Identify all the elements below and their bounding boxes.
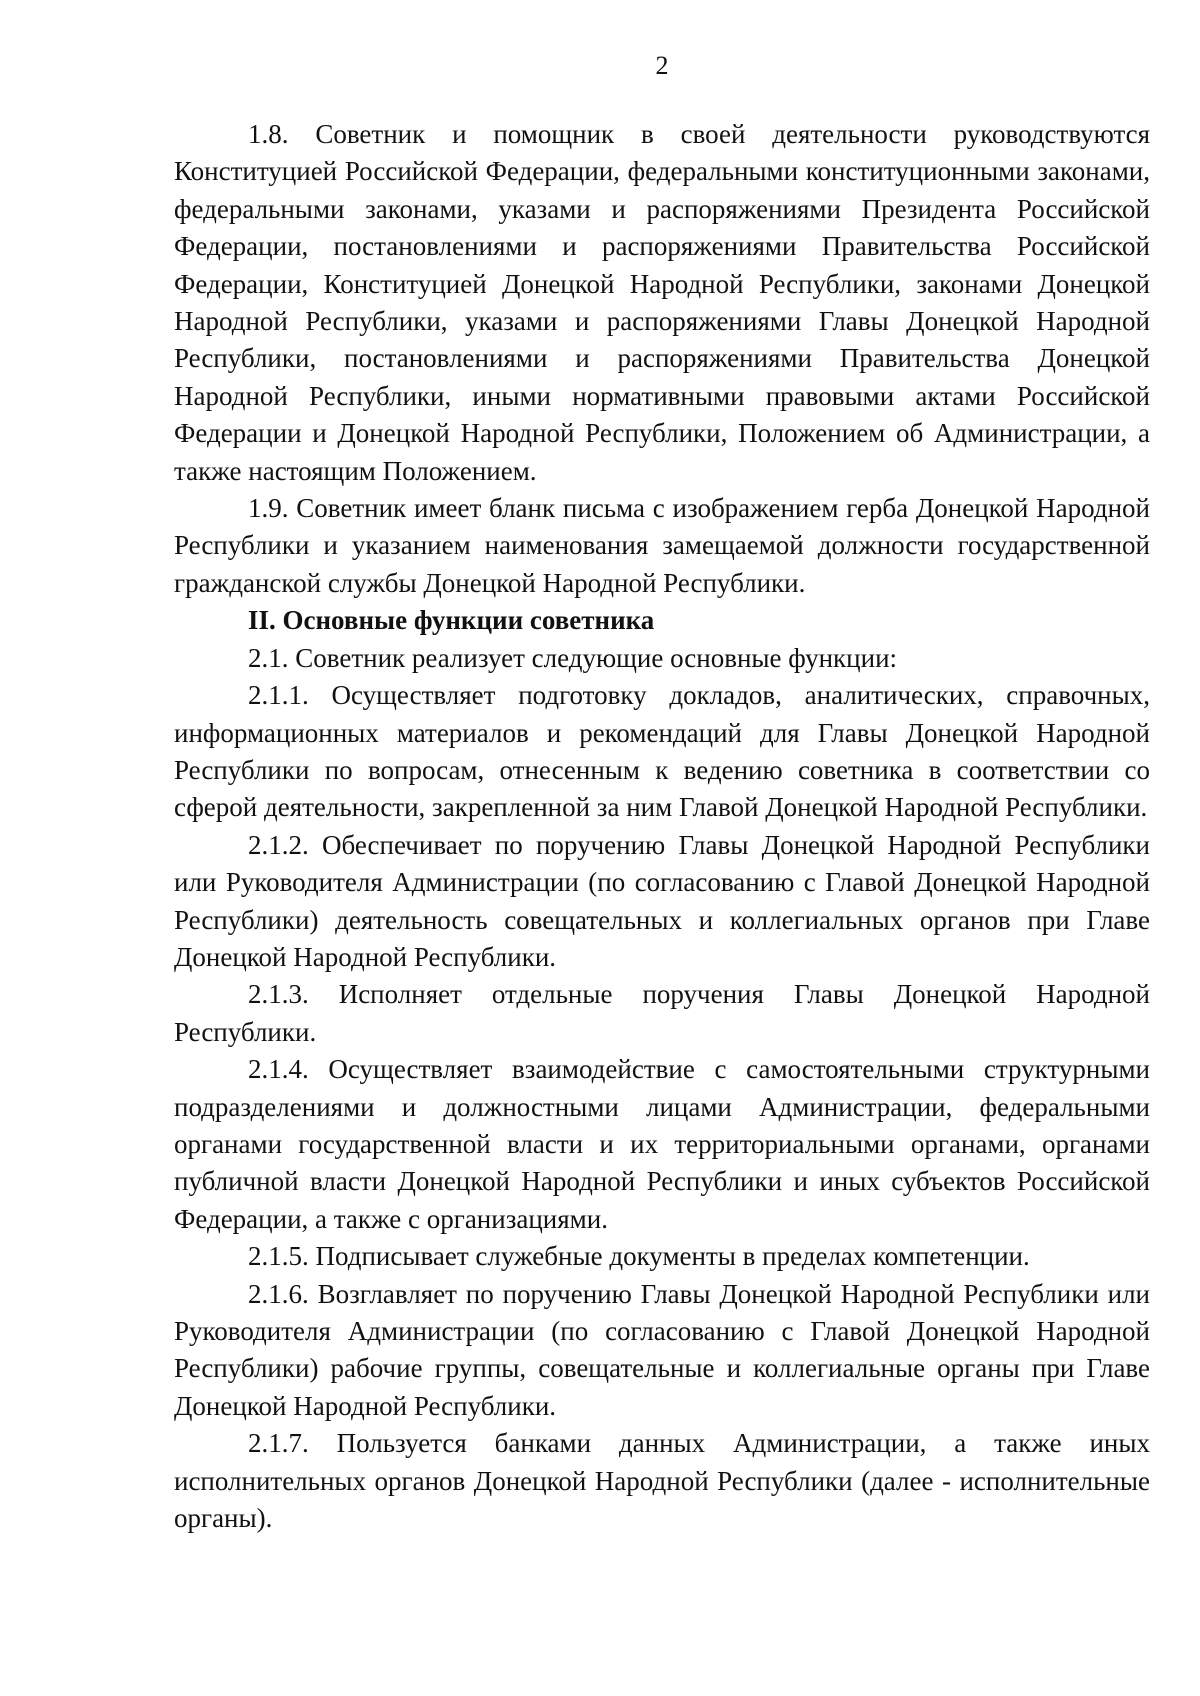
paragraph-2-1-7: 2.1.7. Пользуется банками данных Администрации, а также иных исполнительных органов Донецкой Народной Республики (далее - исполнительные органы). [174, 1428, 1150, 1534]
paragraph-2-1-1: 2.1.1. Осуществляет подготовку докладов, аналитических, справочных, информационных материалов и рекомендаций для Главы Донецкой Народной Республики по вопросам, отнесенным к ведению советника в соответствии со сферой деятельности, закрепленной за ним Главой Донецкой Народной Республики. [174, 680, 1150, 823]
paragraph-2-1: 2.1. Советник реализует следующие основные функции: [248, 642, 898, 673]
document-body [174, 116, 1150, 1537]
paragraph-2-1-5: 2.1.5. Подписывает служебные документы в пределах компетенции. [248, 1241, 1030, 1272]
paragraph-1-9: 1.9. Советник имеет бланк письма с изображением герба Донецкой Народной Республики и указанием наименования замещаемой должности государственной гражданской службы Донецкой Народной Республики. [174, 493, 1150, 598]
paragraph-2-1-6: 2.1.6. Возглавляет по поручению Главы Донецкой Народной Республики или Руководителя Администрации (по согласованию с Главой Донецкой Народной Республики) рабочие группы, совещательные и коллегиальные органы при Главе Донецкой Народной Республики. [174, 1278, 1150, 1421]
page-number: 2 [655, 51, 669, 80]
paragraph-2-1-3: 2.1.3. Исполняет отдельные поручения Главы Донецкой Народной Республики. [174, 979, 1150, 1047]
paragraph-2-1-2: 2.1.2. Обеспечивает по поручению Главы Донецкой Народной Республики или Руководителя Администрации (по согласованию с Главой Донецкой Народной Республики) деятельность совещательных и коллегиальных органов при Главе Донецкой Народной Республики. [174, 829, 1150, 972]
section-heading: II. Основные функции советника [248, 605, 655, 636]
paragraph-2-1-4: 2.1.4. Осуществляет взаимодействие с самостоятельными структурными подразделениями и должностными лицами Администрации, федеральными органами государственной власти и их территориальными органами, органами публичной власти Донецкой Народной Республики и иных субъектов Российской Федерации, а также с организациями. [174, 1054, 1150, 1234]
paragraph-1-8: 1.8. Советник и помощник в своей деятельности руководствуются Конституцией Российской Федерации, федеральными конституционными законами, федеральными законами, указами и распоряжениями Президента Российской Федерации, постановлениями и распоряжениями Правительства Российской Федерации, Конституцией Донецкой Народной Республики, законами Донецкой Народной Республики, указами и распоряжениями Главы Донецкой Народной Республики, постановлениями и распоряжениями Правительства Донецкой Народной Республики, иными нормативными правовыми актами Российской Федерации и Донецкой Народной Республики, Положением об Администрации, а также настоящим Положением. [174, 119, 1150, 486]
